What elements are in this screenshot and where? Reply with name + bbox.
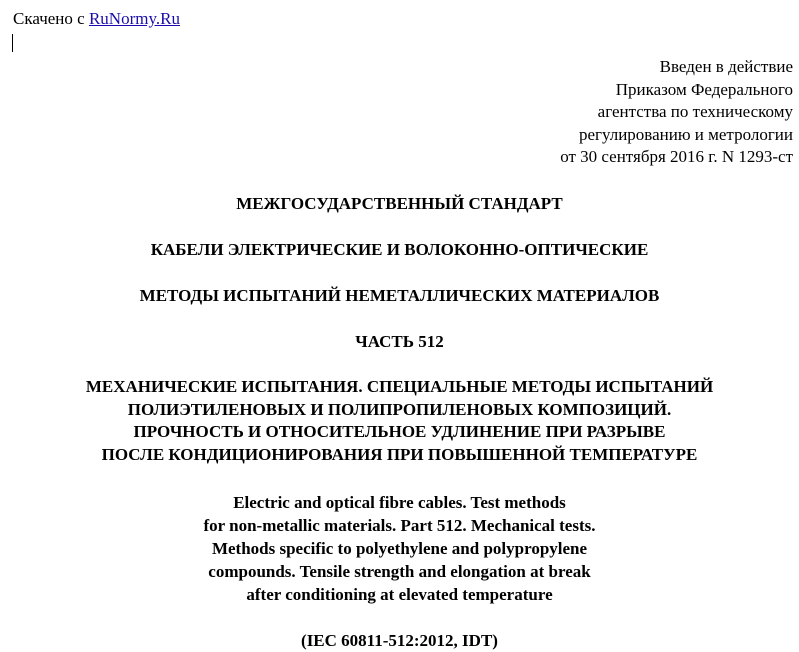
- subtitle-line: МЕХАНИЧЕСКИЕ ИСПЫТАНИЯ. СПЕЦИАЛЬНЫЕ МЕТОДЫ ИСПЫТАНИЙ: [85, 377, 714, 396]
- english-title-line: for non-metallic materials. Part 512. Mechanical tests.: [203, 516, 596, 535]
- document-part: ЧАСТЬ 512: [355, 332, 444, 351]
- subtitle-line: ПОЛИЭТИЛЕНОВЫХ И ПОЛИПРОПИЛЕНОВЫХ КОМПОЗИЦИЙ.: [127, 399, 672, 419]
- text-cursor: [12, 34, 13, 52]
- approval-block: [560, 56, 793, 169]
- approval-line: Введен в действие: [659, 57, 793, 76]
- english-title: [0, 491, 799, 606]
- source-link[interactable]: RuNormy.Ru: [88, 9, 180, 28]
- subtitle-line: ПРОЧНОСТЬ И ОТНОСИТЕЛЬНОЕ УДЛИНЕНИЕ ПРИ РАЗРЫВЕ: [133, 422, 666, 441]
- english-title-line: Methods specific to polyethylene and polypropylene: [211, 539, 588, 558]
- english-title-line: compounds. Tensile strength and elongation at break: [208, 562, 591, 581]
- document-title-sub: МЕТОДЫ ИСПЫТАНИЙ НЕМЕТАЛЛИЧЕСКИХ МАТЕРИАЛОВ: [139, 286, 660, 305]
- approval-line: агентства по техническому: [597, 102, 793, 121]
- source-prefix: Скачено с: [13, 9, 89, 28]
- source-line: [13, 9, 180, 29]
- approval-line: Приказом Федерального: [615, 79, 793, 99]
- approval-line: регулированию и метрологии: [578, 124, 793, 144]
- document-type: МЕЖГОСУДАРСТВЕННЫЙ СТАНДАРТ: [236, 194, 563, 213]
- approval-line: от 30 сентября 2016 г. N 1293-ст: [560, 147, 793, 166]
- document-subtitle: [0, 376, 799, 466]
- english-title-line: Electric and optical fibre cables. Test methods: [233, 493, 566, 512]
- iec-reference: (IEC 60811-512:2012, IDT): [301, 631, 498, 650]
- subtitle-line: ПОСЛЕ КОНДИЦИОНИРОВАНИЯ ПРИ ПОВЫШЕННОЙ ТЕМПЕРАТУРЕ: [101, 444, 698, 464]
- document-title-main: КАБЕЛИ ЭЛЕКТРИЧЕСКИЕ И ВОЛОКОННО-ОПТИЧЕСКИЕ: [150, 240, 649, 259]
- english-title-line: after conditioning at elevated temperature: [246, 585, 553, 604]
